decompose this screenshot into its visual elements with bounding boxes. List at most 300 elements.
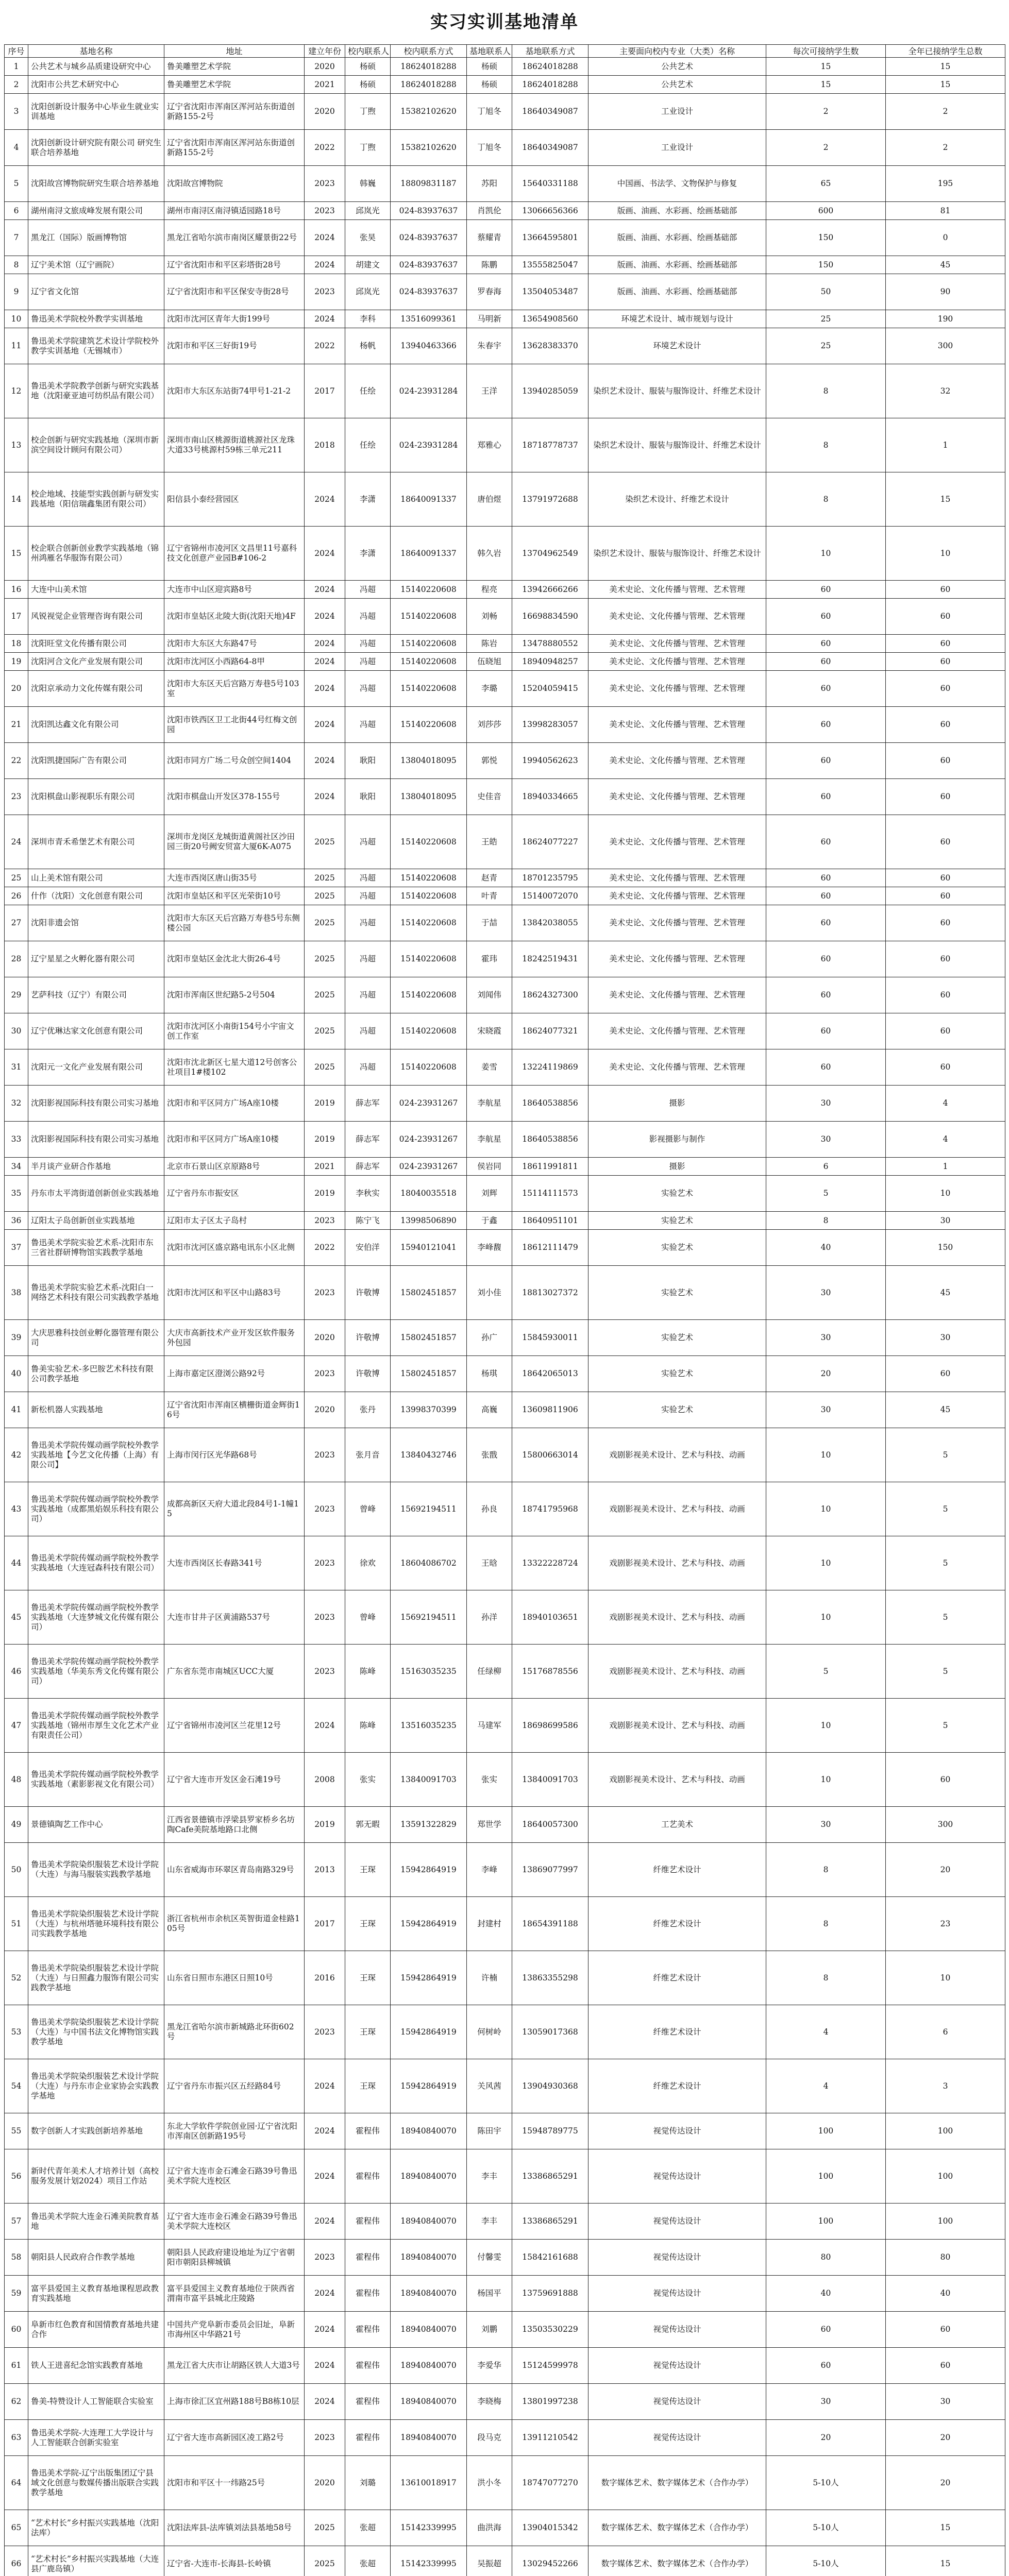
cell-address: 辽宁省丹东市振安区 <box>164 1176 305 1212</box>
cell-year: 2023 <box>305 166 345 202</box>
cell-school-phone: 024-83937637 <box>391 274 467 310</box>
cell-base-contact: 王晗 <box>467 1536 512 1590</box>
table-row <box>5 274 1005 310</box>
cell-school-contact: 薛志军 <box>345 1086 391 1122</box>
cell-base-phone: 13322228724 <box>512 1536 588 1590</box>
cell-base-phone: 18642065013 <box>512 1356 588 1392</box>
cell-school-phone: 15802451857 <box>391 1266 467 1320</box>
cell-major: 数字媒体艺术、数字媒体艺术（合作办学） <box>588 2510 766 2546</box>
cell-address: 大庆市高新技术产业开发区软件服务外包园 <box>164 1320 305 1356</box>
cell-capacity: 8 <box>766 1897 886 1951</box>
cell-base-contact: 孙洋 <box>467 1590 512 1645</box>
cell-base-name: 鲁迅美术学院教学创新与研究实践基地（沈阳豪亚迪可纺织品有限公司） <box>28 364 164 418</box>
cell-total-received: 5 <box>886 1428 1005 1482</box>
cell-total-received: 15 <box>886 472 1005 527</box>
table-row <box>5 2240 1005 2276</box>
cell-school-phone: 15140220608 <box>391 869 467 887</box>
cell-base-name: 丹东市太平湾街道创新创业实践基地 <box>28 1176 164 1212</box>
cell-base-name: 黑龙江（国际）版画博物馆 <box>28 220 164 256</box>
cell-capacity: 5-10人 <box>766 2546 886 2576</box>
cell-total-received: 60 <box>886 779 1005 815</box>
cell-total-received: 81 <box>886 202 1005 220</box>
cell-school-phone: 15140220608 <box>391 1049 467 1086</box>
cell-school-contact: 张月音 <box>345 1428 391 1482</box>
table-row <box>5 2276 1005 2312</box>
table-row <box>5 815 1005 869</box>
table-row <box>5 527 1005 581</box>
cell-year: 2020 <box>305 1392 345 1428</box>
cell-year: 2022 <box>305 1230 345 1266</box>
cell-total-received: 80 <box>886 2240 1005 2276</box>
cell-school-phone: 18940840070 <box>391 2240 467 2276</box>
cell-base-name: 鲁迅美术学院染织服装艺术设计学院（大连）与中国书法文化博物馆实践教学基地 <box>28 2005 164 2059</box>
cell-year: 2025 <box>305 905 345 941</box>
cell-total-received: 2 <box>886 94 1005 130</box>
cell-base-phone: 18718778737 <box>512 418 588 472</box>
cell-base-phone: 18741795968 <box>512 1482 588 1536</box>
cell-base-phone: 13628383370 <box>512 328 588 364</box>
cell-index: 49 <box>5 1807 28 1843</box>
cell-address: 沈阳市沈河区盛京路电讯东小区北侧 <box>164 1230 305 1266</box>
cell-major: 纤维艺术设计 <box>588 1843 766 1897</box>
cell-base-phone: 18624077227 <box>512 815 588 869</box>
cell-base-contact: 马建军 <box>467 1699 512 1753</box>
cell-index: 42 <box>5 1428 28 1482</box>
cell-school-contact: 韩巍 <box>345 166 391 202</box>
cell-base-name: 校企联合创新创业教学实践基地（锦州鸿雁名华服饰有限公司） <box>28 527 164 581</box>
cell-school-phone: 15140220608 <box>391 599 467 635</box>
cell-year: 2023 <box>305 202 345 220</box>
table-row <box>5 1230 1005 1266</box>
cell-school-contact: 郭无暇 <box>345 1807 391 1843</box>
cell-capacity: 10 <box>766 1699 886 1753</box>
cell-year: 2025 <box>305 869 345 887</box>
cell-major: 美术史论、文化传播与管理、艺术管理 <box>588 1049 766 1086</box>
cell-base-name: 风锐视觉企业管理咨询有限公司 <box>28 599 164 635</box>
cell-base-phone: 18813027372 <box>512 1266 588 1320</box>
cell-address: 黑龙江省哈尔滨市南岗区耀景街22号 <box>164 220 305 256</box>
cell-base-name: 沈阳元一文化产业发展有限公司 <box>28 1049 164 1086</box>
cell-school-contact: 曾峰 <box>345 1590 391 1645</box>
cell-school-phone: 15140220608 <box>391 977 467 1013</box>
cell-base-contact: 杨硕 <box>467 58 512 76</box>
cell-total-received: 60 <box>886 653 1005 671</box>
cell-major: 实验艺术 <box>588 1176 766 1212</box>
cell-base-contact: 刘莎莎 <box>467 707 512 743</box>
cell-school-contact: 陈峰 <box>345 1645 391 1699</box>
cell-school-contact: 冯超 <box>345 599 391 635</box>
cell-address: 沈阳市棋盘山开发区378-155号 <box>164 779 305 815</box>
cell-base-contact: 曲洪海 <box>467 2510 512 2546</box>
cell-capacity: 30 <box>766 1392 886 1428</box>
cell-index: 50 <box>5 1843 28 1897</box>
cell-year: 2023 <box>305 1356 345 1392</box>
cell-index: 29 <box>5 977 28 1013</box>
cell-base-phone: 13863355298 <box>512 1951 588 2005</box>
cell-school-contact: 许敬博 <box>345 1356 391 1392</box>
cell-base-contact: 侯岩同 <box>467 1158 512 1176</box>
table-row <box>5 1951 1005 2005</box>
cell-base-name: 鲁迅美术学院传媒动画学院校外教学实践基地（锦州市厚生文化艺术产业有限责任公司） <box>28 1699 164 1753</box>
table-row <box>5 1897 1005 1951</box>
cell-year: 2018 <box>305 418 345 472</box>
cell-school-phone: 024-23931267 <box>391 1086 467 1122</box>
cell-base-name: 校企地域、技能型实践创新与研发实践基地（阳信瑞鑫集团有限公司） <box>28 472 164 527</box>
cell-base-phone: 15845930011 <box>512 1320 588 1356</box>
cell-address: 鲁美雕塑艺术学院 <box>164 76 305 94</box>
cell-base-contact: 高巍 <box>467 1392 512 1428</box>
cell-base-phone: 18640349087 <box>512 94 588 130</box>
cell-base-contact: 韩久岩 <box>467 527 512 581</box>
cell-capacity: 60 <box>766 635 886 653</box>
cell-base-phone: 15114111573 <box>512 1176 588 1212</box>
cell-school-contact: 冯超 <box>345 941 391 977</box>
cell-capacity: 5-10人 <box>766 2510 886 2546</box>
cell-base-phone: 15204059415 <box>512 671 588 707</box>
cell-address: 阳信县小泰经营园区 <box>164 472 305 527</box>
cell-base-contact: 李峰馥 <box>467 1230 512 1266</box>
cell-base-phone: 13904015342 <box>512 2510 588 2546</box>
cell-total-received: 5 <box>886 1536 1005 1590</box>
cell-school-contact: 张丹 <box>345 1392 391 1428</box>
cell-year: 2024 <box>305 2149 345 2204</box>
cell-base-name: 沈阳故宫博物院研究生联合培养基地 <box>28 166 164 202</box>
cell-school-phone: 18624018288 <box>391 58 467 76</box>
table-row <box>5 1212 1005 1230</box>
cell-capacity: 60 <box>766 869 886 887</box>
table-row <box>5 743 1005 779</box>
cell-total-received: 150 <box>886 1230 1005 1266</box>
cell-capacity: 10 <box>766 1536 886 1590</box>
cell-base-phone: 18640538856 <box>512 1086 588 1122</box>
table-row <box>5 1122 1005 1158</box>
cell-base-contact: 程亮 <box>467 581 512 599</box>
cell-base-name: 鲁迅美术学院染织服装艺术设计学院（大连）与日照鑫力服饰有限公司实践教学基地 <box>28 1951 164 2005</box>
table-body <box>5 58 1005 2576</box>
cell-school-contact: 霍程伟 <box>345 2384 391 2420</box>
cell-year: 2024 <box>305 2348 345 2384</box>
cell-index: 43 <box>5 1482 28 1536</box>
cell-school-contact: 杨硕 <box>345 58 391 76</box>
cell-index: 61 <box>5 2348 28 2384</box>
cell-capacity: 60 <box>766 707 886 743</box>
cell-school-contact: 霍程伟 <box>345 2240 391 2276</box>
cell-total-received: 60 <box>886 1356 1005 1392</box>
cell-school-contact: 胡建文 <box>345 256 391 274</box>
cell-year: 2019 <box>305 1122 345 1158</box>
cell-base-phone: 15140072070 <box>512 887 588 905</box>
cell-year: 2024 <box>305 472 345 527</box>
cell-capacity: 6 <box>766 1158 886 1176</box>
cell-index: 56 <box>5 2149 28 2204</box>
cell-school-contact: 薛志军 <box>345 1122 391 1158</box>
cell-address: 沈阳市和平区同方广场A座10楼 <box>164 1122 305 1158</box>
column-header-total-received: 全年已接纳学生总数 <box>886 45 1005 58</box>
cell-base-contact: 孙良 <box>467 1482 512 1536</box>
cell-major: 美术史论、文化传播与管理、艺术管理 <box>588 635 766 653</box>
cell-index: 18 <box>5 635 28 653</box>
cell-base-name: 辽宁省文化馆 <box>28 274 164 310</box>
cell-school-contact: 耿阳 <box>345 743 391 779</box>
cell-school-contact: 冯超 <box>345 869 391 887</box>
cell-address: 沈阳市同方广场二号众创空间1404 <box>164 743 305 779</box>
cell-address: 沈阳市大东区天后宫路万寿巷5号103室 <box>164 671 305 707</box>
cell-school-phone: 15940121041 <box>391 1230 467 1266</box>
cell-base-name: 辽阳太子岛创新创业实践基地 <box>28 1212 164 1230</box>
cell-capacity: 100 <box>766 2204 886 2240</box>
cell-total-received: 100 <box>886 2113 1005 2149</box>
table-row <box>5 1392 1005 1428</box>
cell-total-received: 10 <box>886 1951 1005 2005</box>
cell-total-received: 0 <box>886 220 1005 256</box>
cell-base-name: 鲁美-特赞设计人工智能联合实验室 <box>28 2384 164 2420</box>
cell-capacity: 10 <box>766 1428 886 1482</box>
cell-major: 公共艺术 <box>588 76 766 94</box>
cell-year: 2025 <box>305 2546 345 2576</box>
cell-total-received: 60 <box>886 707 1005 743</box>
cell-capacity: 60 <box>766 2348 886 2384</box>
cell-capacity: 20 <box>766 1356 886 1392</box>
table-row <box>5 1428 1005 1482</box>
cell-base-contact: 吴振超 <box>467 2546 512 2576</box>
cell-capacity: 65 <box>766 166 886 202</box>
cell-base-contact: 郭悦 <box>467 743 512 779</box>
cell-address: 辽宁省大连市开发区金石滩19号 <box>164 1753 305 1807</box>
cell-major: 工业设计 <box>588 130 766 166</box>
cell-school-contact: 霍程伟 <box>345 2113 391 2149</box>
table-row <box>5 1176 1005 1212</box>
cell-school-contact: 任绘 <box>345 418 391 472</box>
cell-capacity: 30 <box>766 1086 886 1122</box>
table-row <box>5 2149 1005 2204</box>
cell-index: 66 <box>5 2546 28 2576</box>
cell-school-phone: 15692194511 <box>391 1590 467 1645</box>
cell-base-phone: 13059017368 <box>512 2005 588 2059</box>
cell-address: 沈阳市浑南区世纪路5-2号504 <box>164 977 305 1013</box>
cell-index: 11 <box>5 328 28 364</box>
cell-base-name: “艺术村长”乡村振兴实践基地（沈阳法库） <box>28 2510 164 2546</box>
cell-base-phone: 18640349087 <box>512 130 588 166</box>
cell-major: 戏剧影视美术设计、艺术与科技、动画 <box>588 1753 766 1807</box>
cell-school-contact: 李科 <box>345 310 391 328</box>
cell-total-received: 15 <box>886 2546 1005 2576</box>
cell-base-phone: 18640538856 <box>512 1122 588 1158</box>
table-row <box>5 1266 1005 1320</box>
cell-major: 美术史论、文化传播与管理、艺术管理 <box>588 1013 766 1049</box>
cell-base-phone: 13504053487 <box>512 274 588 310</box>
cell-major: 美术史论、文化传播与管理、艺术管理 <box>588 743 766 779</box>
cell-base-contact: 马明新 <box>467 310 512 328</box>
cell-total-received: 60 <box>886 671 1005 707</box>
cell-major: 版画、油画、水彩画、绘画基础部 <box>588 220 766 256</box>
cell-major: 美术史论、文化传播与管理、艺术管理 <box>588 581 766 599</box>
cell-major: 中国画、书法学、文物保护与修复 <box>588 166 766 202</box>
cell-capacity: 5 <box>766 1645 886 1699</box>
cell-base-phone: 18701235795 <box>512 869 588 887</box>
column-header-base-contact: 基地联系人 <box>467 45 512 58</box>
table-row <box>5 220 1005 256</box>
cell-year: 2025 <box>305 1013 345 1049</box>
cell-major: 摄影 <box>588 1086 766 1122</box>
cell-school-phone: 18940840070 <box>391 2113 467 2149</box>
cell-school-contact: 陈峰 <box>345 1699 391 1753</box>
cell-capacity: 60 <box>766 779 886 815</box>
cell-major: 戏剧影视美术设计、艺术与科技、动画 <box>588 1428 766 1482</box>
cell-school-phone: 13840091703 <box>391 1753 467 1807</box>
cell-index: 47 <box>5 1699 28 1753</box>
cell-total-received: 195 <box>886 166 1005 202</box>
cell-base-phone: 18940103651 <box>512 1590 588 1645</box>
cell-major: 视觉传达设计 <box>588 2420 766 2456</box>
cell-base-name: “艺术村长”乡村振兴实践基地（大连县广鹿岛镇） <box>28 2546 164 2576</box>
cell-school-contact: 霍程伟 <box>345 2276 391 2312</box>
cell-base-contact: 刘畅 <box>467 599 512 635</box>
table-row <box>5 977 1005 1013</box>
cell-index: 4 <box>5 130 28 166</box>
cell-year: 2022 <box>305 328 345 364</box>
cell-year: 2024 <box>305 2204 345 2240</box>
cell-capacity: 60 <box>766 905 886 941</box>
cell-base-name: 沈阳凯达鑫文化有限公司 <box>28 707 164 743</box>
cell-school-phone: 15142339995 <box>391 2546 467 2576</box>
table-row <box>5 94 1005 130</box>
cell-base-phone: 16698834590 <box>512 599 588 635</box>
cell-base-name: 鲁迅美术学院传媒动画学院校外教学实践基地（华美东秀文化传媒有限公司） <box>28 1645 164 1699</box>
cell-school-phone: 13998370399 <box>391 1392 467 1428</box>
table-row <box>5 635 1005 653</box>
cell-capacity: 8 <box>766 1843 886 1897</box>
cell-base-name: 鲁迅美术学院传媒动画学院校外教学实践基地【今艺文化传播（上海）有限公司】 <box>28 1428 164 1482</box>
cell-total-received: 5 <box>886 1590 1005 1645</box>
cell-base-contact: 赵青 <box>467 869 512 887</box>
cell-capacity: 100 <box>766 2149 886 2204</box>
cell-major: 美术史论、文化传播与管理、艺术管理 <box>588 815 766 869</box>
cell-total-received: 5 <box>886 1699 1005 1753</box>
cell-base-phone: 13840091703 <box>512 1753 588 1807</box>
cell-total-received: 60 <box>886 743 1005 779</box>
cell-address: 辽宁省锦州市凌河区文昌里11号嘉科技文化创意产业园B#106-2 <box>164 527 305 581</box>
cell-major: 美术史论、文化传播与管理、艺术管理 <box>588 977 766 1013</box>
cell-capacity: 40 <box>766 1230 886 1266</box>
cell-address: 沈阳市皇姑区北陵大街(沈阳天地)4F <box>164 599 305 635</box>
cell-address: 辽宁省沈阳市浑南区横栅街道金辉街16号 <box>164 1392 305 1428</box>
table-row <box>5 905 1005 941</box>
cell-school-contact: 徐欢 <box>345 1536 391 1590</box>
cell-address: 辽宁省沈阳市和平区彩塔街28号 <box>164 256 305 274</box>
cell-address: 上海市嘉定区澄浏公路92号 <box>164 1356 305 1392</box>
cell-total-received: 15 <box>886 2510 1005 2546</box>
cell-capacity: 60 <box>766 653 886 671</box>
cell-major: 戏剧影视美术设计、艺术与科技、动画 <box>588 1482 766 1536</box>
cell-capacity: 15 <box>766 76 886 94</box>
cell-address: 大连市西岗区唐山街35号 <box>164 869 305 887</box>
cell-school-contact: 冯超 <box>345 671 391 707</box>
table-row <box>5 2348 1005 2384</box>
cell-capacity: 8 <box>766 364 886 418</box>
cell-base-contact: 李丰 <box>467 2149 512 2204</box>
cell-capacity: 150 <box>766 256 886 274</box>
cell-base-phone: 13911210542 <box>512 2420 588 2456</box>
cell-year: 2023 <box>305 274 345 310</box>
cell-school-phone: 024-23931267 <box>391 1158 467 1176</box>
cell-major: 美术史论、文化传播与管理、艺术管理 <box>588 707 766 743</box>
cell-year: 2024 <box>305 220 345 256</box>
cell-index: 23 <box>5 779 28 815</box>
cell-total-received: 60 <box>886 1049 1005 1086</box>
table-row <box>5 1158 1005 1176</box>
cell-base-phone: 18640951101 <box>512 1212 588 1230</box>
cell-major: 戏剧影视美术设计、艺术与科技、动画 <box>588 1536 766 1590</box>
cell-total-received: 60 <box>886 1753 1005 1807</box>
cell-school-contact: 王琛 <box>345 2005 391 2059</box>
cell-base-name: 新时代青年美术人才培养计划（高校服务发展计划2024）项目工作站 <box>28 2149 164 2204</box>
cell-year: 2024 <box>305 527 345 581</box>
cell-capacity: 4 <box>766 2005 886 2059</box>
cell-base-contact: 陈鹏 <box>467 256 512 274</box>
cell-major: 纤维艺术设计 <box>588 2005 766 2059</box>
cell-year: 2019 <box>305 1176 345 1212</box>
cell-year: 2024 <box>305 2384 345 2420</box>
cell-index: 22 <box>5 743 28 779</box>
cell-major: 版画、油画、水彩画、绘画基础部 <box>588 274 766 310</box>
cell-address: 鲁美雕塑艺术学院 <box>164 58 305 76</box>
cell-school-phone: 18940840070 <box>391 2149 467 2204</box>
cell-school-phone: 15140220608 <box>391 653 467 671</box>
cell-capacity: 60 <box>766 1049 886 1086</box>
cell-year: 2024 <box>305 2276 345 2312</box>
cell-capacity: 10 <box>766 527 886 581</box>
cell-school-phone: 18940840070 <box>391 2204 467 2240</box>
cell-year: 2020 <box>305 1320 345 1356</box>
cell-base-name: 鲁迅美术学院传媒动画学院校外教学实践基地（大连冠森科技有限公司） <box>28 1536 164 1590</box>
cell-major: 美术史论、文化传播与管理、艺术管理 <box>588 941 766 977</box>
cell-index: 65 <box>5 2510 28 2546</box>
cell-index: 58 <box>5 2240 28 2276</box>
cell-base-name: 鲁迅美术学院大连金石滩美院教育基地 <box>28 2204 164 2240</box>
cell-index: 35 <box>5 1176 28 1212</box>
cell-school-contact: 丁煦 <box>345 94 391 130</box>
cell-school-contact: 冯超 <box>345 635 391 653</box>
cell-capacity: 60 <box>766 887 886 905</box>
cell-school-phone: 15142339995 <box>391 2510 467 2546</box>
cell-capacity: 25 <box>766 328 886 364</box>
cell-base-phone: 18624327300 <box>512 977 588 1013</box>
cell-major: 数字媒体艺术、数字媒体艺术（合作办学） <box>588 2456 766 2510</box>
cell-school-phone: 13998506890 <box>391 1212 467 1230</box>
table-row <box>5 472 1005 527</box>
cell-base-phone: 15842161688 <box>512 2240 588 2276</box>
cell-capacity: 8 <box>766 1951 886 2005</box>
document-page <box>4 0 1005 2576</box>
cell-capacity: 60 <box>766 743 886 779</box>
cell-school-contact: 陈宁飞 <box>345 1212 391 1230</box>
cell-base-name: 深圳市青禾希堡艺术有限公司 <box>28 815 164 869</box>
cell-base-name: 辽宁美术馆（辽宁画院） <box>28 256 164 274</box>
cell-index: 8 <box>5 256 28 274</box>
cell-school-contact: 邱岚光 <box>345 274 391 310</box>
cell-total-received: 60 <box>886 635 1005 653</box>
cell-base-phone: 13869077997 <box>512 1843 588 1897</box>
cell-base-name: 半月谈产业研合作基地 <box>28 1158 164 1176</box>
cell-capacity: 60 <box>766 2312 886 2348</box>
cell-base-phone: 18242519431 <box>512 941 588 977</box>
cell-total-received: 45 <box>886 1392 1005 1428</box>
cell-base-name: 沈阳影视国际科技有限公司实习基地 <box>28 1122 164 1158</box>
table-row <box>5 779 1005 815</box>
cell-base-name: 沈阳棋盘山影视职乐有限公司 <box>28 779 164 815</box>
cell-total-received: 5 <box>886 1482 1005 1536</box>
cell-school-phone: 15942864919 <box>391 1843 467 1897</box>
